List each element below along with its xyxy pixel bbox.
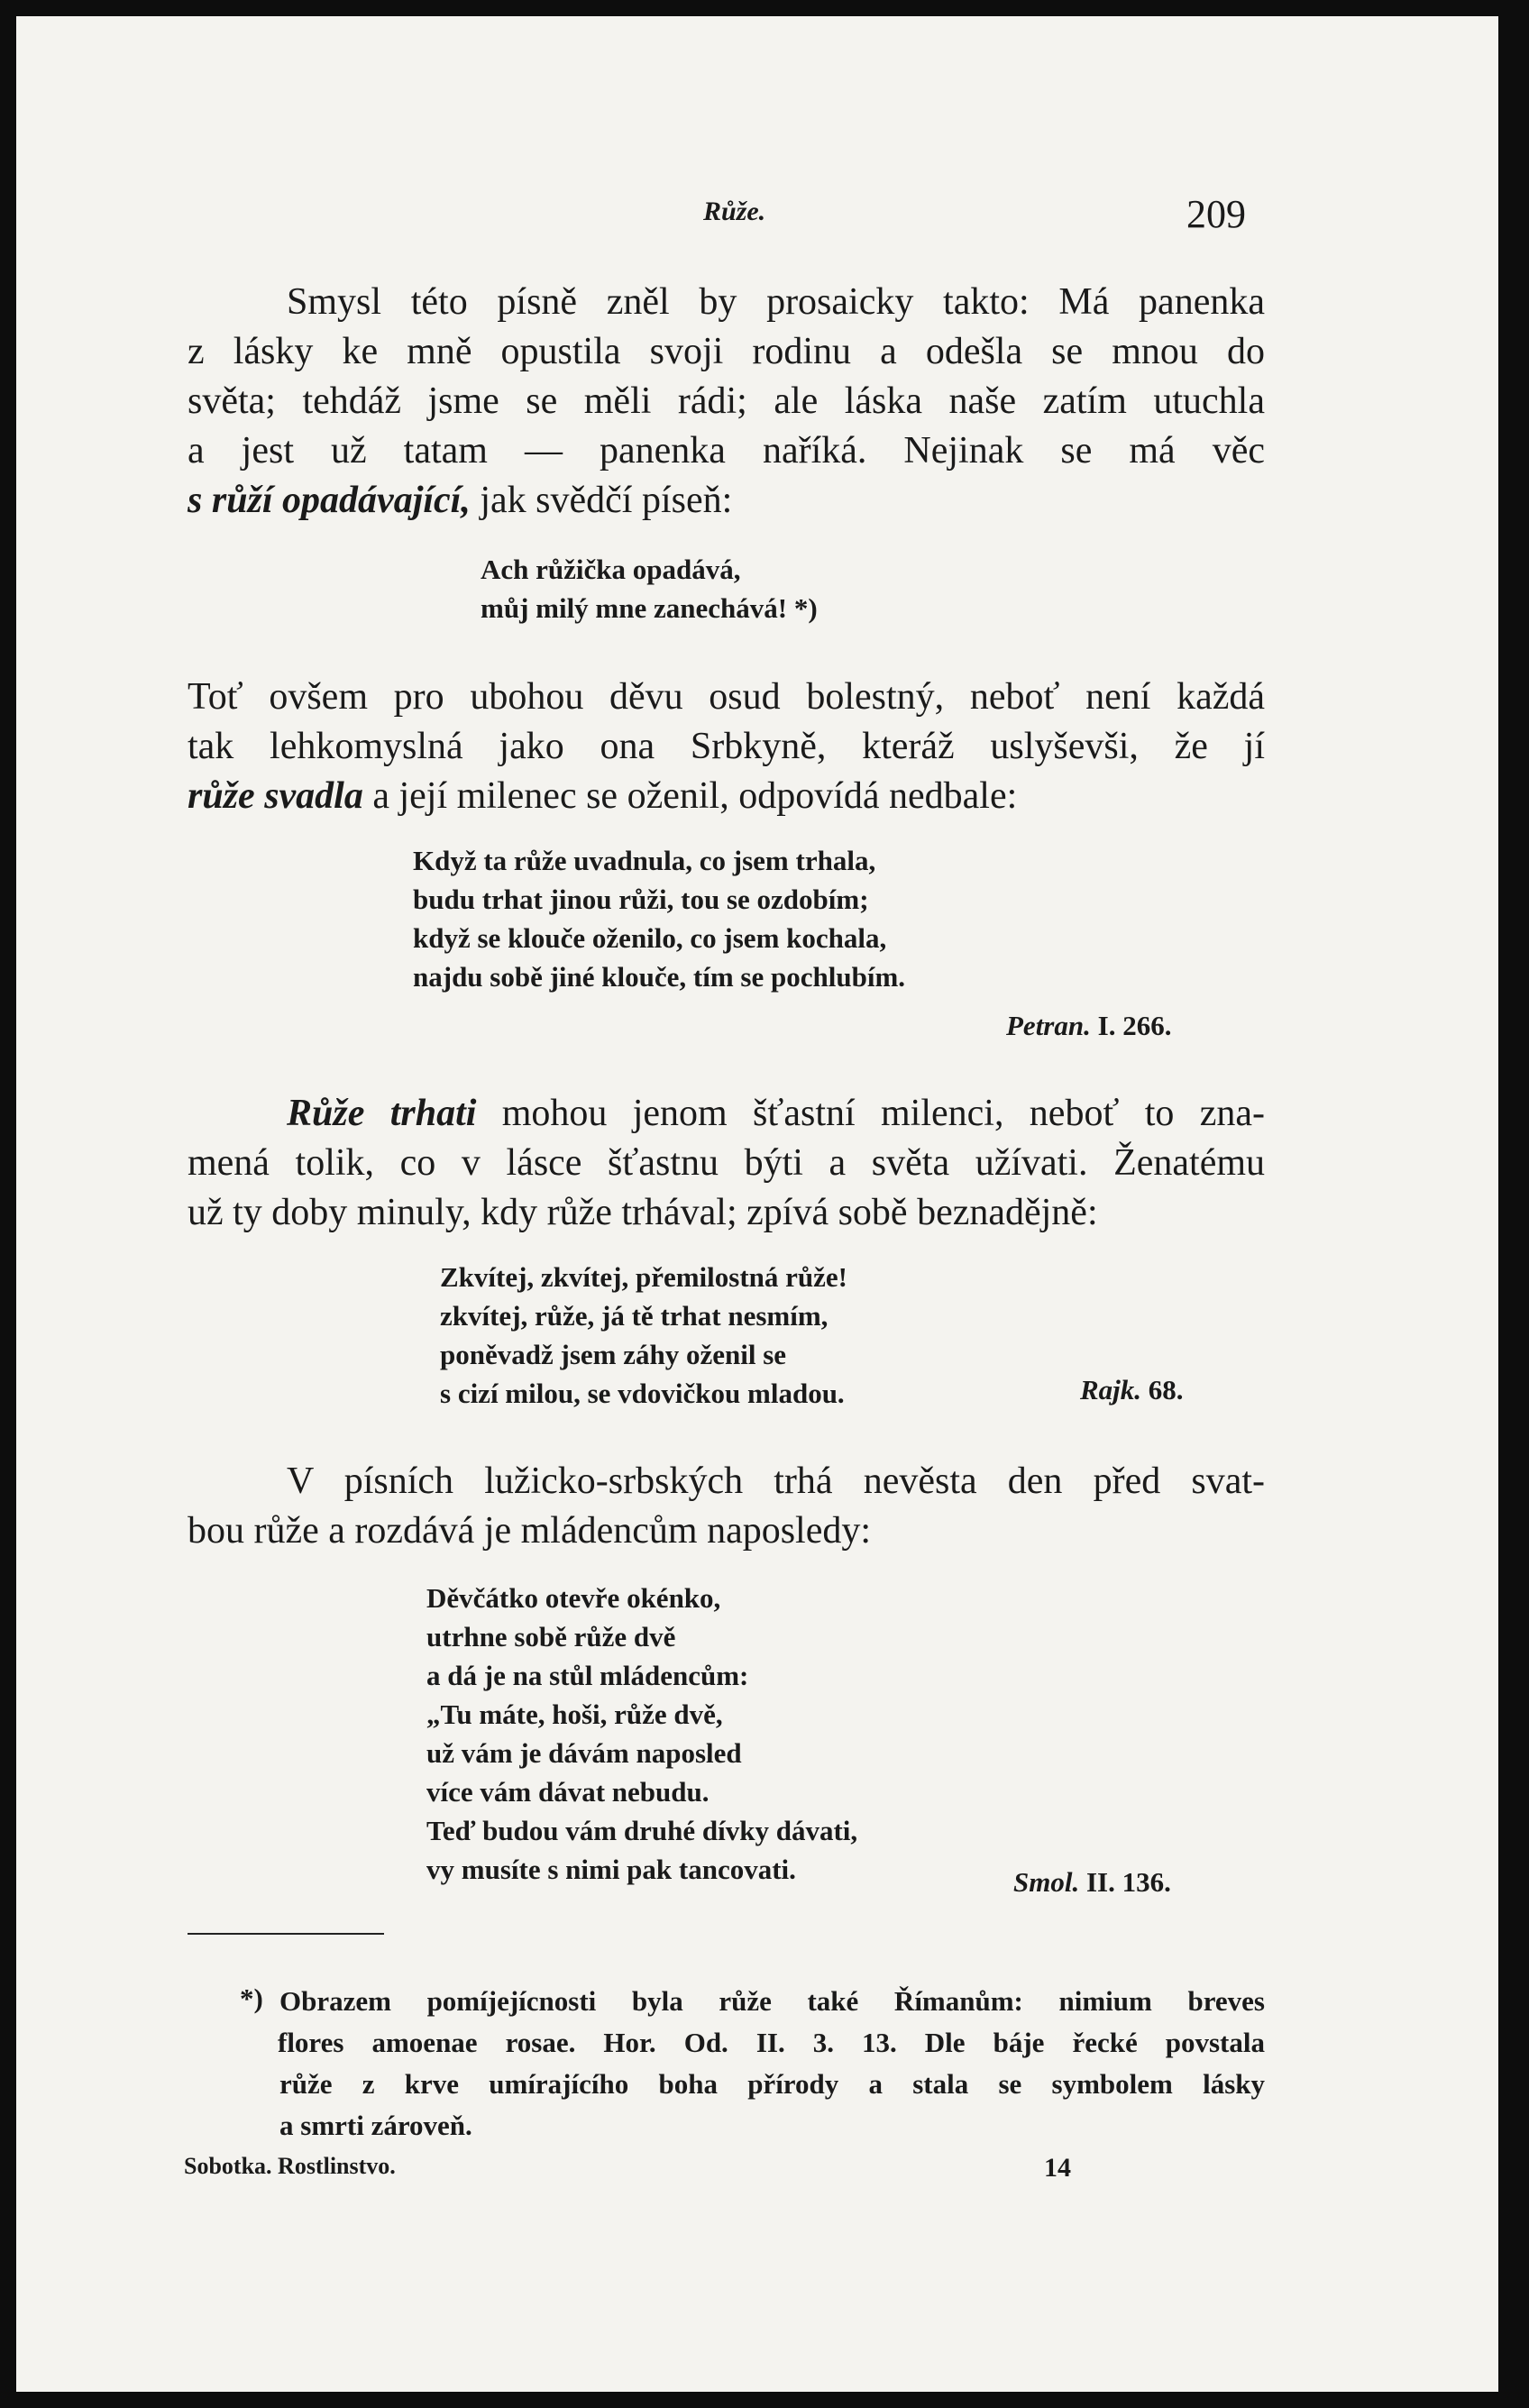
citation-smol: Smol. II. 136. (1013, 1866, 1171, 1898)
footnote-rule (188, 1933, 384, 1935)
verse-1: Ach růžička opadává, můj milý mne zanechává! *) (481, 554, 818, 624)
verse-4: Děvčátko otevře okénko, utrhne sobě růže dvě a dá je na stůl mládencům: „Tu máte, hoši, růže dvě, už vám je dávám naposled více vám dávat nebudu. Teď budou vám druhé dívky dávati, vy musíte s nimi pak tancovati. (426, 1582, 858, 1885)
footnote: Obrazem pomíjejícnosti byla růže také Římanům: nimium breves flores amoenae rosae. Hor. Od. II. 3. 13. Dle báje řecké povstala růže z krve umírajícího boha přírody a stala se symbolem lásky a smrti zároveň. (278, 1985, 1265, 2141)
footnote-mark: *) (240, 1982, 263, 2014)
citation-rajk: Rajk. 68. (1080, 1374, 1184, 1405)
paragraph-3: Růže trhati mohou jenom šťastní milenci, neboť to zna- mená tolik, co v lásce šťastnu býti a světa užívati. Ženatému už ty doby minuly, kdy růže trhával; zpívá sobě beznadějně: (188, 1093, 1265, 1233)
paragraph-1: Smysl této písně zněl by prosaicky takto: Má panenka z lásky ke mně opustila svoji rodinu a odešla se mnou do světa; tehdáž jsme se měli rádi; ale láska naše zatím utuchla a jest už tatam — panenka naříká. Nejinak se má věc s růží opadávající, jak svědčí píseň: (188, 281, 1265, 521)
citation-petran: Petran. I. 266. (1006, 1010, 1172, 1041)
signature-sheet: 14 (1044, 2153, 1071, 2183)
verse-2: Když ta růže uvadnula, co jsem trhala, budu trhat jinou růži, tou se ozdobím; když se klouče oženilo, co jsem kochala, najdu sobě jiné klouče, tím se pochlubím. (413, 845, 906, 993)
book-page (16, 16, 1498, 2392)
verse-3: Zkvítej, zkvítej, přemilostná růže! zkvítej, růže, já tě trhat nesmím, poněvadž jsem záhy oženil se s cizí milou, se vdovičkou mladou. (440, 1261, 847, 1409)
page-number: 209 (1186, 192, 1246, 236)
paragraph-2: Toť ovšem pro ubohou děvu osud bolestný, neboť není každá tak lehkomyslná jako ona Srbkyně, kteráž uslyševši, že jí růže svadla a její milenec se oženil, odpovídá nedbale: (188, 676, 1265, 817)
signature-book: Sobotka. Rostlinstvo. (184, 2153, 396, 2179)
emphasis: s růží opadávající, (188, 480, 471, 521)
running-head: Růže. (703, 197, 766, 226)
emphasis: Růže trhati (287, 1093, 477, 1134)
paragraph-4: V písních lužicko-srbských trhá nevěsta den před svat- bou růže a rozdává je mládencům naposledy: (188, 1460, 1265, 1552)
emphasis: růže svadla (188, 775, 363, 817)
